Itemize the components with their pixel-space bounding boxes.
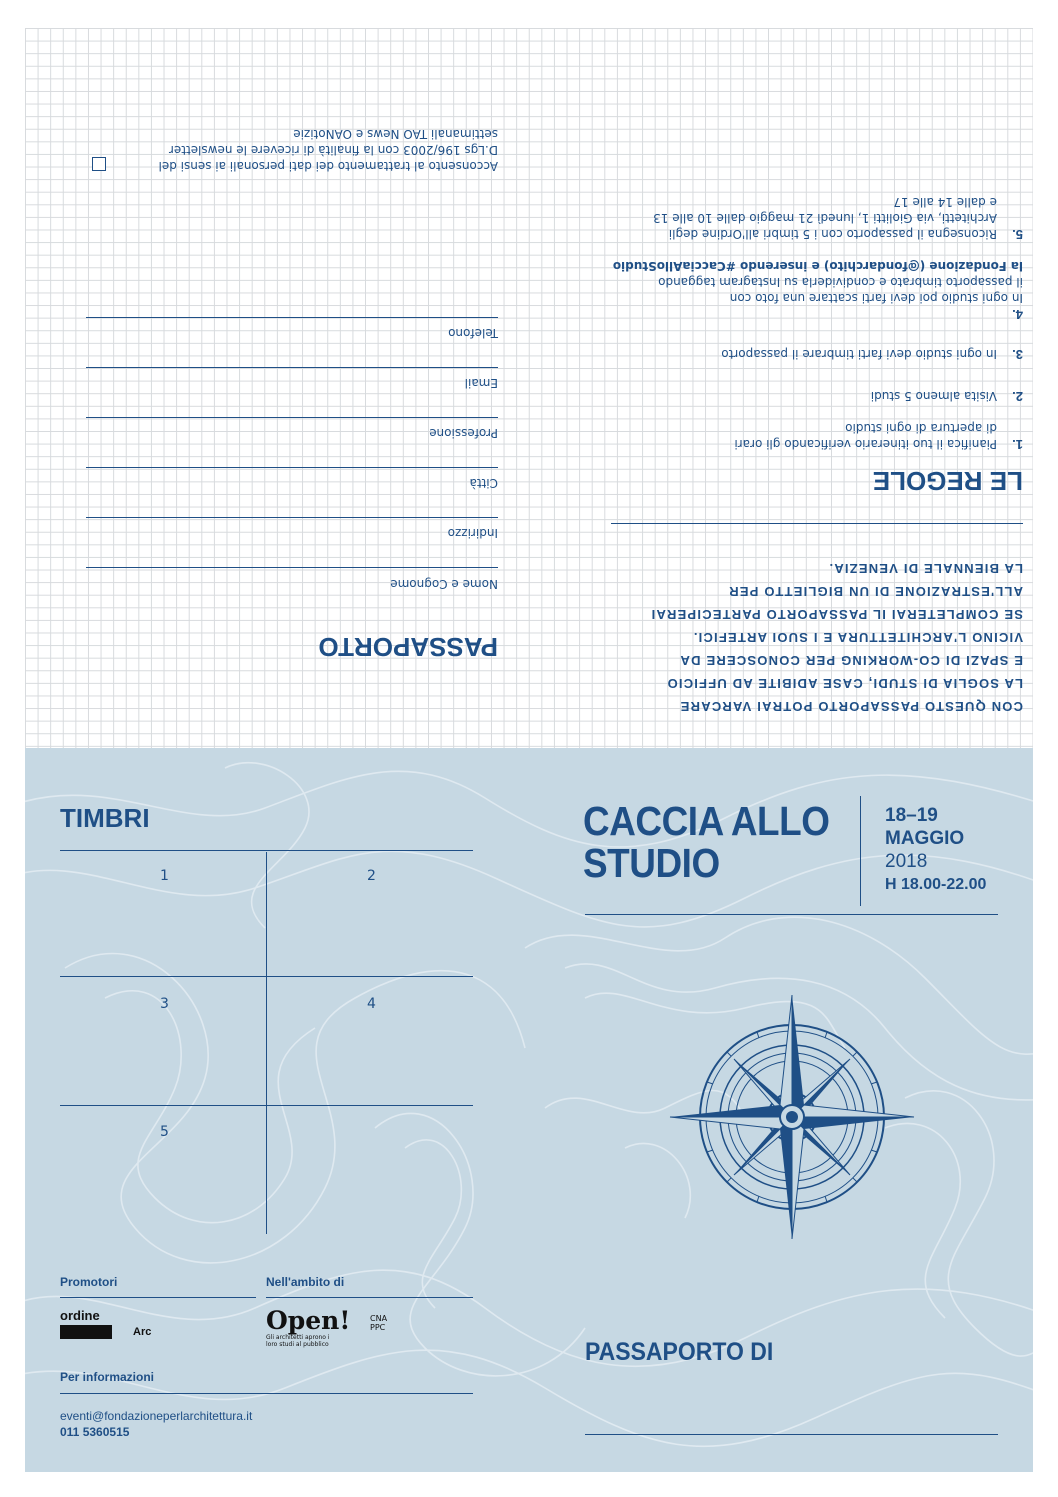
event-dates <box>885 804 986 896</box>
field-label-phone: Telefono <box>448 326 498 340</box>
rule-item <box>871 388 1023 404</box>
compass-rose-icon <box>667 992 917 1242</box>
stamp-cell-3[interactable]: 3 <box>160 996 169 1012</box>
stamp-cell-5[interactable]: 5 <box>160 1124 169 1140</box>
field-line-name[interactable] <box>86 567 498 568</box>
rule-line: e dalle 14 alle 17 <box>893 195 997 209</box>
rule-line: Riconsegna il passaporto con i 5 timbri all'Ordine degli <box>668 227 997 241</box>
rule-line: il passaporto timbrato e condividerla su Instagram taggando <box>658 275 1023 289</box>
consent-line: D.Lgs 196/2003 con la finalità di ricevere le newsletter <box>168 143 498 157</box>
rule-number: 3. <box>1012 347 1023 362</box>
rule-item <box>734 420 1023 452</box>
rules-title: LE REGOLE <box>872 466 1023 496</box>
event-hours: H 18.00-22.00 <box>885 876 987 893</box>
field-label-profession: Professione <box>429 426 498 440</box>
arc-logo-text: Arc <box>133 1326 152 1338</box>
context-line <box>266 1297 473 1298</box>
contact-phone[interactable]: 011 5360515 <box>60 1425 130 1439</box>
field-line-email[interactable] <box>86 367 498 368</box>
field-label-address: Indirizzo <box>447 526 498 540</box>
field-line-city[interactable] <box>86 467 498 468</box>
rules-intro-text <box>618 557 1023 718</box>
passport-form-title: PASSAPORTO <box>318 632 498 662</box>
intro-line: CON QUESTO PASSAPORTO POTRAI VARCARE <box>679 699 1023 714</box>
event-title-line: CACCIA ALLO <box>583 798 830 844</box>
intro-line: SE COMPLETERAI IL PASSAPORTO PARTECIPERAI <box>650 607 1023 622</box>
open-logo-subtitle: Gli architetti aprono i loro studi al pubblico <box>266 1334 330 1348</box>
ordine-logo-mark <box>60 1325 112 1339</box>
rule-item <box>603 258 1023 322</box>
rule-number: 2. <box>1012 389 1023 404</box>
event-title-line: STUDIO <box>583 840 720 886</box>
stamps-title: TIMBRI <box>60 803 150 833</box>
open-logo <box>266 1308 350 1348</box>
rule-line: Pianifica il tuo itinerario verificando gli orari <box>734 437 997 451</box>
event-divider <box>860 796 861 906</box>
field-label-name: Nome e Cognome <box>390 577 498 591</box>
open-logo-text: Open! <box>266 1306 351 1335</box>
intro-line: LA SOGLIA DI STUDI, CASE ADIBITE AD UFFICIO <box>666 676 1023 691</box>
field-label-email: Email <box>464 376 498 390</box>
intro-line: VICINO L'ARCHITETTURA E I SUOI ARTEFICI. <box>692 630 1023 645</box>
rule-line: Architetti, via Giolitti 1, lunedì 21 maggio dalle 10 alle 13 <box>653 211 997 225</box>
stamps-column-line <box>266 852 267 1234</box>
rule-item <box>721 346 1023 362</box>
consent-checkbox[interactable] <box>92 157 106 171</box>
field-line-address[interactable] <box>86 517 498 518</box>
cna-logo: CNA PPC <box>370 1314 388 1332</box>
ordine-logo-text: ordine <box>60 1308 100 1323</box>
ordine-logo <box>60 1308 120 1339</box>
event-bottom-line <box>585 914 998 915</box>
rule-line: la Fondazione (@fondarchito) e inserendo #CacciaAlloStudio <box>612 259 1023 273</box>
event-month: MAGGIO <box>885 828 965 849</box>
field-line-profession[interactable] <box>86 417 498 418</box>
consent-line: Acconsento al trattamento dei dati personali ai sensi del <box>158 159 498 173</box>
rules-divider <box>611 523 1023 524</box>
rule-item <box>653 194 1023 242</box>
stamp-cell-2[interactable]: 2 <box>367 868 376 884</box>
rule-line: Visita almeno 5 studi <box>870 389 997 403</box>
info-line <box>60 1393 473 1394</box>
info-label: Per informazioni <box>60 1370 155 1384</box>
rule-number: 4. <box>1012 307 1023 322</box>
field-line-phone[interactable] <box>86 317 498 318</box>
consent-line: settimanali TAO News e OANotizie <box>293 127 498 141</box>
intro-line: ALL'ESTRAZIONE DI UN BIGLIETTO PER <box>728 584 1023 599</box>
rule-number: 5. <box>1012 227 1023 242</box>
consent-text <box>159 126 498 174</box>
context-label: Nell'ambito di <box>266 1275 345 1289</box>
contact-block <box>60 1408 252 1440</box>
contact-email[interactable]: eventi@fondazioneperlarchitettura.it <box>60 1409 253 1423</box>
rule-number: 1. <box>1012 437 1023 452</box>
rule-line: In ogni studio poi devi farti scattare una foto con <box>729 291 1023 305</box>
upside-down-panel <box>25 28 1033 748</box>
intro-line: LA BIENNALE DI VENEZIA. <box>828 561 1023 576</box>
stamp-cell-1[interactable]: 1 <box>160 868 169 884</box>
stamps-top-line <box>60 850 473 851</box>
arc-logo <box>133 1314 151 1338</box>
stamp-cell-4[interactable]: 4 <box>367 996 376 1012</box>
event-title <box>583 800 829 884</box>
intro-line: E SPAZI DI CO-WORKING PER CONOSCERE DA <box>679 653 1023 668</box>
promoters-line <box>60 1297 256 1298</box>
cover-panel <box>25 748 1033 1472</box>
rule-line: di apertura di ogni studio <box>845 421 997 435</box>
rule-line: In ogni studio devi farti timbrare il passaporto <box>721 347 997 361</box>
passport-owner-line[interactable] <box>585 1434 998 1435</box>
event-days: 18–19 <box>885 805 938 826</box>
rules-intro <box>618 557 1023 718</box>
field-label-city: Città <box>469 476 498 490</box>
passport-of-label: PASSAPORTO DI <box>585 1338 774 1366</box>
event-year: 2018 <box>885 851 928 872</box>
promoters-label: Promotori <box>60 1275 118 1289</box>
